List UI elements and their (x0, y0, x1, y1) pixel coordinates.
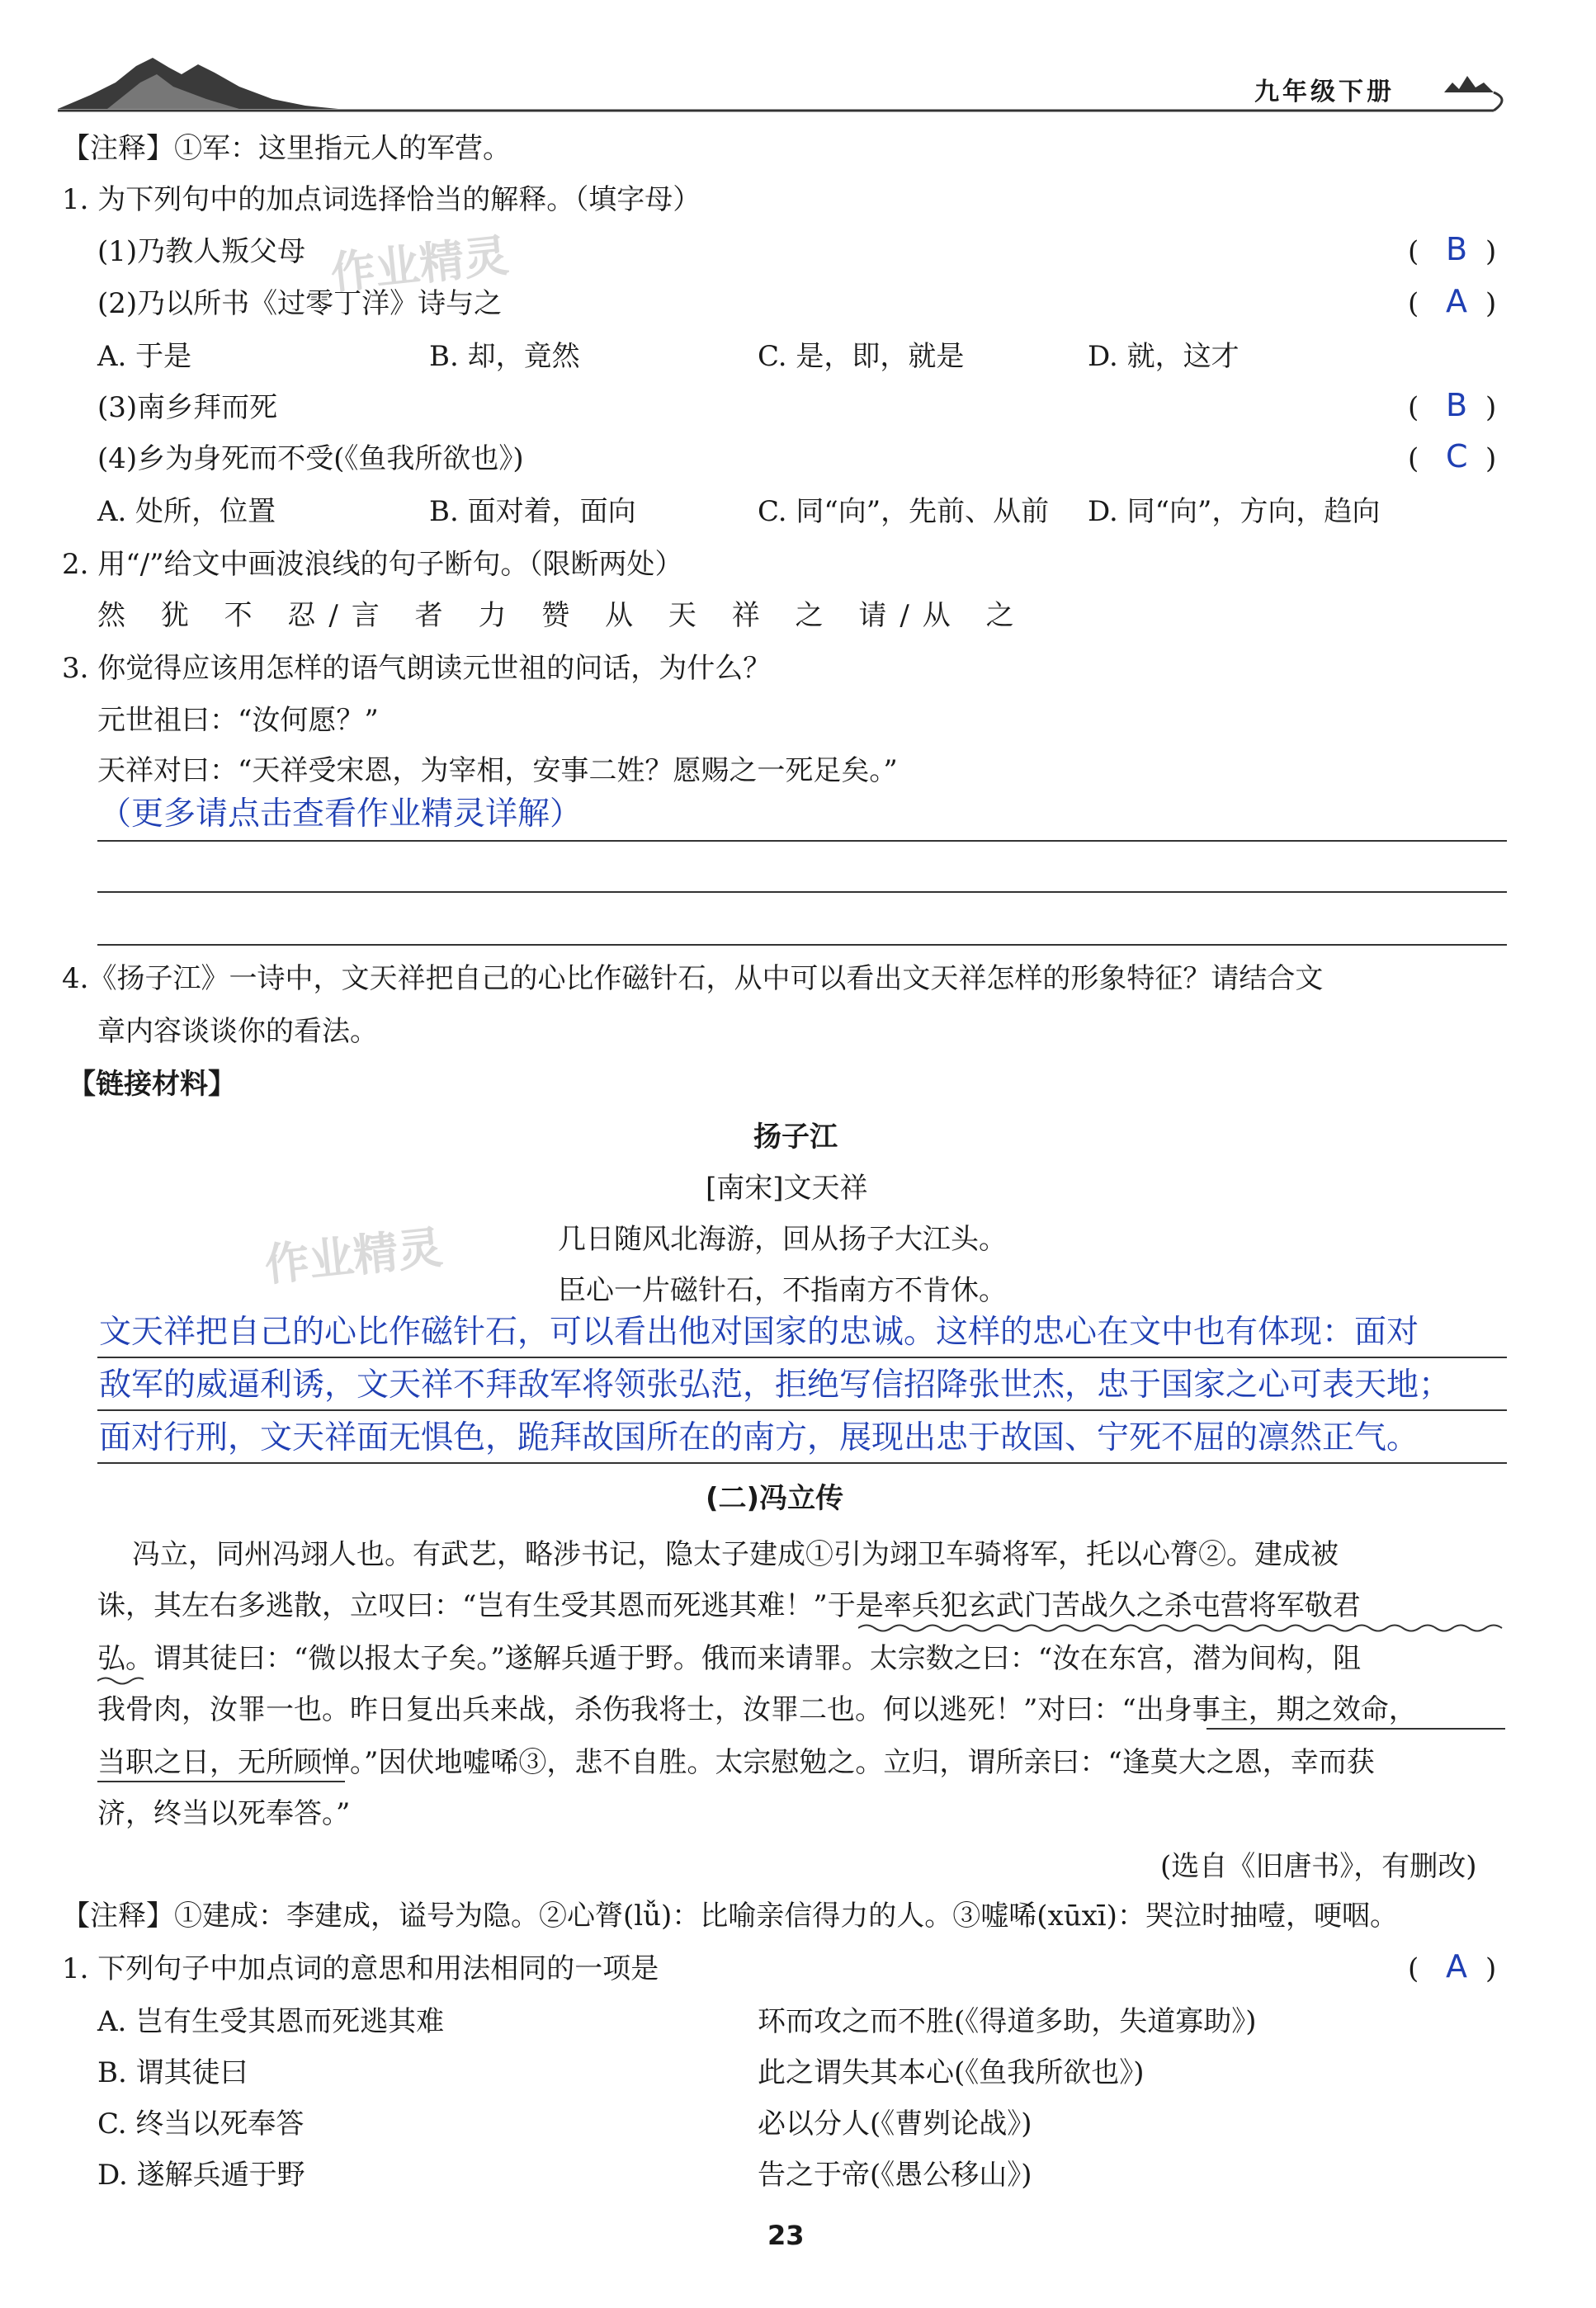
wavy-underline (97, 1675, 144, 1687)
poem-author: [南宋]文天祥 (706, 1172, 868, 1205)
q4-stem-line-1: 4.《扬子江》一诗中，文天祥把自己的心比作磁针石，从中可以看出文天祥怎样的形象特征？请结合文 (62, 962, 1324, 995)
answer-bracket-right: ) (1485, 391, 1497, 424)
s2-q1-option-left: B. 谓其徒曰 (97, 2056, 248, 2089)
answer-bracket-right: ) (1485, 1952, 1497, 1985)
q4-answer-line: 敌军的威逼利诱，文天祥不拜敌军将领张弘范，拒绝写信招降张世杰，忠于国家之心可表天地； (99, 1366, 1452, 1404)
q1-answer-4: C (1446, 438, 1468, 474)
watermark: 作业精灵 (262, 1220, 446, 1292)
s2-q1-option-right: 此之谓失其本心(《鱼我所欲也》) (758, 2056, 1145, 2089)
q1-option: C. 同“向”，先前、从前 (758, 495, 1050, 528)
poem-line: 臣心一片磁针石，不指南方不肯休。 (558, 1274, 1007, 1307)
answer-bracket-left: ( (1408, 391, 1419, 424)
answer-bracket-left: ( (1408, 442, 1419, 475)
q1-option: A. 处所，位置 (97, 495, 276, 528)
poem-title: 扬子江 (753, 1121, 838, 1154)
q3-line-2: 天祥对曰：“天祥受宋恩，为宰相，安事二姓？愿赐之一死足矣。” (97, 754, 898, 787)
passage-source: (选自《旧唐书》，有删改) (1160, 1850, 1477, 1883)
answer-line (97, 1409, 1507, 1411)
passage-line: 当职之日，无所顾惮。”因伏地嘘唏③，悲不自胜。太宗慰勉之。立归，谓所亲曰：“逢莫大之恩，幸而获 (97, 1746, 1375, 1779)
answer-line (97, 891, 1507, 893)
q1-answer-2: A (1446, 283, 1467, 319)
s2-q1-stem: 1. 下列句子中加点词的意思和用法相同的一项是 (62, 1952, 659, 1985)
note-1: 【注释】①军：这里指元人的军营。 (62, 132, 511, 165)
answer-bracket-left: ( (1408, 235, 1419, 268)
q1-option: C. 是，即，就是 (758, 340, 965, 373)
section-title: (二)冯立传 (706, 1482, 844, 1515)
q1-answer-3: B (1446, 387, 1468, 423)
poem-line: 几日随风北海游，回从扬子大江头。 (558, 1223, 1007, 1256)
q1-item-2: (2)乃以所书《过零丁洋》诗与之 (97, 287, 503, 320)
s2-q1-option-right: 必以分人(《曹刿论战》) (758, 2107, 1032, 2140)
book-label: 九年级下册 (1254, 78, 1395, 106)
q1-option: A. 于是 (97, 340, 192, 373)
q4-stem-line-2: 章内容谈谈你的看法。 (97, 1015, 378, 1048)
q4-answer-line: 文天祥把自己的心比作磁针石，可以看出他对国家的忠诚。这样的忠心在文中也有体现：面对 (99, 1314, 1419, 1351)
watermark: 作业精灵 (328, 229, 512, 300)
q2-sentence: 然 犹 不 忍/言 者 力 赞 从 天 祥 之 请/从 之 (97, 599, 1027, 632)
q1-option: D. 就，这才 (1088, 340, 1239, 373)
passage-line: 我骨肉，汝罪一也。昨日复出兵来战，杀伤我将士，汝罪二也。何以逃死！”对曰：“出身事主，期之效命， (97, 1693, 1417, 1726)
q1-option: B. 却，竟然 (429, 340, 580, 373)
q1-item-1: (1)乃教人叛父母 (97, 235, 306, 268)
answer-bracket-right: ) (1485, 235, 1497, 268)
q1-stem: 1. 为下列句中的加点词选择恰当的解释。（填字母） (62, 183, 701, 216)
straight-underline (97, 1781, 345, 1782)
q1-option: D. 同“向”，方向，趋向 (1088, 495, 1381, 528)
answer-bracket-right: ) (1485, 442, 1497, 475)
s2-q1-answer: A (1446, 1948, 1467, 1985)
q3-answer-link[interactable]: （更多请点击查看作业精灵详解） (99, 795, 583, 833)
passage-line: 诛，其左右多逃散，立叹曰：“岂有生受其恩而死逃其难！”于是率兵犯玄武门苦战久之杀屯营将军敬君 (97, 1589, 1361, 1622)
s2-q1-option-right: 环而攻之而不胜(《得道多助，失道寡助》) (758, 2005, 1257, 2038)
passage-line: 弘。谓其徒曰：“微以报太子矣。”遂解兵遁于野。俄而来请罪。太宗数之曰：“汝在东宫，潜为间构，阻 (97, 1642, 1362, 1675)
answer-bracket-left: ( (1408, 287, 1419, 320)
passage-line: 冯立，同州冯翊人也。有武艺，略涉书记，隐太子建成①引为翊卫车骑将军，托以心膂②。建成被 (132, 1538, 1339, 1571)
answer-bracket-right: ) (1485, 287, 1497, 320)
s2-q1-option-left: C. 终当以死奉答 (97, 2107, 305, 2140)
q1-item-3: (3)南乡拜而死 (97, 391, 278, 424)
answer-line (97, 840, 1507, 842)
passage-line: 济，终当以死奉答。” (97, 1797, 351, 1830)
answer-line (97, 1462, 1507, 1464)
q3-stem: 3. 你觉得应该用怎样的语气朗读元世祖的问话，为什么？ (62, 652, 772, 685)
q1-option: B. 面对着，面向 (429, 495, 636, 528)
q1-answer-1: B (1446, 231, 1468, 267)
note-2: 【注释】①建成：李建成，谥号为隐。②心膂(lǚ)：比喻亲信得力的人。③嘘唏(xūxī)：哭泣时抽噎，哽咽。 (62, 1900, 1398, 1933)
link-material-label: 【链接材料】 (68, 1068, 236, 1101)
q2-stem: 2. 用“/”给文中画波浪线的句子断句。（限断两处） (62, 548, 683, 581)
wavy-underline (858, 1622, 1510, 1634)
page-number: 23 (767, 2220, 805, 2251)
s2-q1-option-right: 告之于帝(《愚公移山》) (758, 2159, 1032, 2192)
q1-item-4: (4)乡为身死而不受(《鱼我所欲也》) (97, 442, 524, 475)
answer-bracket-left: ( (1408, 1952, 1419, 1985)
q3-line-1: 元世祖曰：“汝何愿？” (97, 704, 379, 737)
straight-underline (1206, 1728, 1505, 1730)
q4-answer-line: 面对行刑，文天祥面无惧色，跪拜故国所在的南方，展现出忠于故国、宁死不屈的凛然正气。 (99, 1419, 1419, 1456)
answer-line (97, 1357, 1507, 1358)
answer-line (97, 944, 1507, 946)
s2-q1-option-left: D. 遂解兵遁于野 (97, 2159, 305, 2192)
s2-q1-option-left: A. 岂有生受其恩而死逃其难 (97, 2005, 445, 2038)
